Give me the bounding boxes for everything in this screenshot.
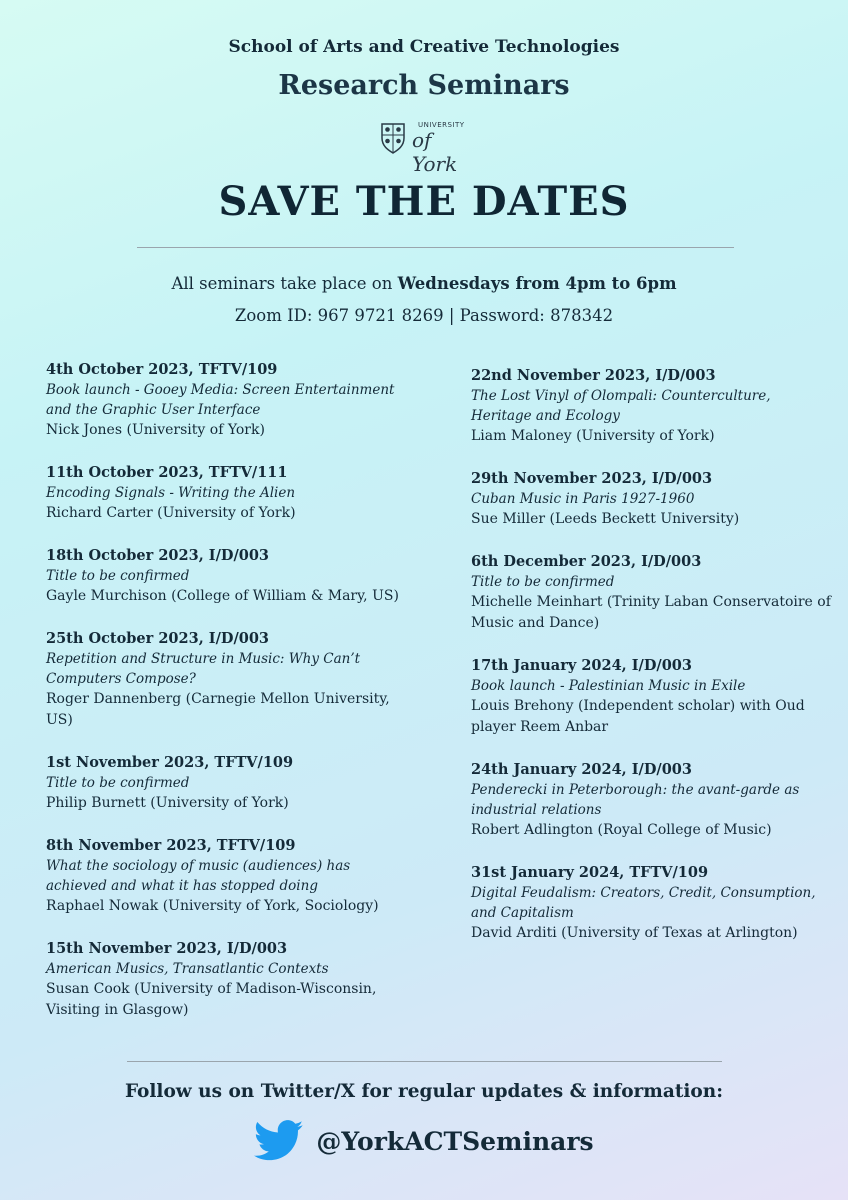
series-title: Research Seminars: [278, 70, 570, 101]
seminar-speaker: Richard Carter (University of York): [46, 505, 296, 521]
seminar-entry: [46, 463, 406, 524]
seminar-entry: [46, 360, 406, 441]
crest-icon: [380, 120, 406, 154]
seminar-title: Title to be confirmed: [46, 568, 190, 584]
schedule-prefix: All seminars take place on: [171, 274, 398, 293]
university-logo: [378, 118, 474, 176]
seminar-entry: [46, 629, 406, 731]
top-divider: [137, 247, 734, 248]
seminar-entry: [471, 366, 831, 447]
seminar-entry: [46, 836, 406, 917]
seminar-title: Book launch - Palestinian Music in Exile: [471, 678, 746, 694]
seminar-date: 18th October 2023, I/D/003: [46, 547, 270, 564]
seminar-date: 1st November 2023, TFTV/109: [46, 754, 294, 771]
seminar-title: The Lost Vinyl of Olompali: Counterculture, Heritage and Ecology: [471, 388, 771, 424]
seminar-entry: [471, 552, 831, 634]
seminar-entry: [471, 863, 831, 944]
seminar-list-right: [471, 366, 831, 966]
seminar-date: 11th October 2023, TFTV/111: [46, 464, 288, 481]
seminar-speaker: Nick Jones (University of York): [46, 422, 265, 438]
seminar-speaker: Michelle Meinhart (Trinity Laban Conservatoire of Music and Dance): [471, 594, 831, 631]
twitter-handle-row[interactable]: [0, 1116, 848, 1166]
schedule-info: [0, 274, 848, 293]
seminar-date: 17th January 2024, I/D/003: [471, 657, 692, 674]
logo-york-text: of York: [412, 128, 458, 176]
seminar-title: Book launch - Gooey Media: Screen Entertainment and the Graphic User Interface: [46, 382, 395, 418]
seminar-title: Digital Feudalism: Creators, Credit, Consumption, and Capitalism: [471, 885, 816, 921]
seminar-entry: [46, 546, 406, 607]
seminar-title: Penderecki in Peterborough: the avant-garde as industrial relations: [471, 782, 800, 818]
seminar-date: 22nd November 2023, I/D/003: [471, 367, 716, 384]
seminar-list-left: [46, 360, 406, 1043]
schedule-time: Wednesdays from 4pm to 6pm: [397, 274, 677, 293]
seminar-date: 8th November 2023, TFTV/109: [46, 837, 296, 854]
seminar-title: Cuban Music in Paris 1927-1960: [471, 491, 695, 507]
seminar-title: Title to be confirmed: [46, 775, 190, 791]
seminar-date: 31st January 2024, TFTV/109: [471, 864, 709, 881]
seminar-title: American Musics, Transatlantic Contexts: [46, 961, 329, 977]
seminar-entry: [46, 753, 406, 814]
follow-text: Follow us on Twitter/X for regular updates & information:: [124, 1081, 724, 1102]
seminar-date: 29th November 2023, I/D/003: [471, 470, 713, 487]
seminar-date: 4th October 2023, TFTV/109: [46, 361, 278, 378]
seminar-title: What the sociology of music (audiences) has achieved and what it has stopped doing: [46, 858, 351, 894]
seminar-speaker: Raphael Nowak (University of York, Sociology): [46, 898, 379, 914]
seminar-entry: [471, 656, 831, 738]
seminar-date: 15th November 2023, I/D/003: [46, 940, 288, 957]
seminar-entry: [471, 469, 831, 530]
seminar-speaker: Philip Burnett (University of York): [46, 795, 289, 811]
seminar-speaker: David Arditi (University of Texas at Arlington): [471, 925, 798, 941]
seminar-entry: [46, 939, 406, 1021]
seminar-date: 24th January 2024, I/D/003: [471, 761, 692, 778]
school-name: School of Arts and Creative Technologies: [228, 37, 620, 57]
logo-university-text: UNIVERSITY: [418, 121, 465, 129]
seminar-speaker: Liam Maloney (University of York): [471, 428, 715, 444]
bottom-divider: [127, 1061, 722, 1062]
headline: SAVE THE DATES: [218, 178, 630, 225]
seminar-speaker: Robert Adlington (Royal College of Music): [471, 822, 772, 838]
twitter-handle[interactable]: @YorkACTSeminars: [316, 1126, 594, 1156]
seminar-title: Encoding Signals - Writing the Alien: [46, 485, 296, 501]
zoom-info: Zoom ID: 967 9721 8269 | Password: 878342: [234, 306, 614, 325]
seminar-date: 6th December 2023, I/D/003: [471, 553, 702, 570]
seminar-speaker: Louis Brehony (Independent scholar) with Oud player Reem Anbar: [471, 698, 805, 735]
twitter-bird-icon: [254, 1120, 304, 1162]
seminar-entry: [471, 760, 831, 841]
seminar-date: 25th October 2023, I/D/003: [46, 630, 270, 647]
seminar-speaker: Sue Miller (Leeds Beckett University): [471, 511, 740, 527]
seminar-title: Title to be confirmed: [471, 574, 615, 590]
seminar-speaker: Susan Cook (University of Madison-Wisconsin, Visiting in Glasgow): [46, 981, 377, 1018]
seminar-title: Repetition and Structure in Music: Why Can’t Computers Compose?: [46, 651, 361, 687]
seminar-speaker: Gayle Murchison (College of William & Mary, US): [46, 588, 399, 604]
seminar-speaker: Roger Dannenberg (Carnegie Mellon University, US): [46, 691, 390, 728]
